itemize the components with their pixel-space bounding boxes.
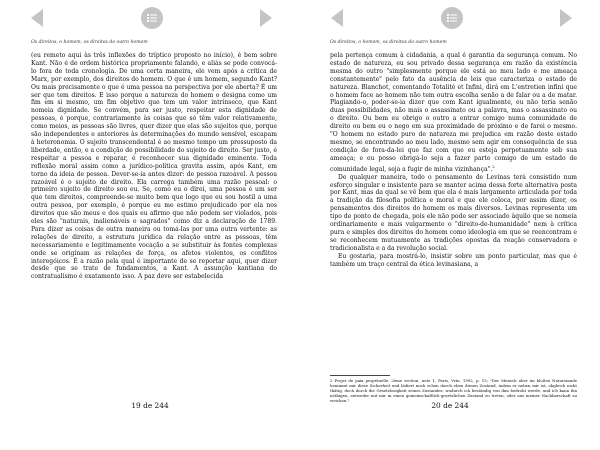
running-head: Os direitos, o homem, os direitos do outro homem xyxy=(31,40,148,45)
next-page-icon[interactable] xyxy=(260,9,272,27)
list-icon xyxy=(446,12,458,24)
page-number: 19 de 244 xyxy=(131,401,169,410)
page-body xyxy=(330,52,577,268)
page-number: 20 de 244 xyxy=(431,401,469,410)
footnote: 2 Projet de paix perpétuelle, 2ème section, note 1, Paris, Vrin, 1992, p. 15; "Der Mensch aber im bloßen Naturstande benimmt mir diese Sicherheit und lädiert mich schon durch eben diesen Zustand, indem er neben mir ist, obgleich nicht thätig, doch durch die Gesetzlosigkeit seines Zustandes, wodurch ich beständig von ihm bedroht werde, und ich kann ihn nöthigen, entweder mit mir in einen gemeinschaftlich-gesetzlichen Zustand zu treten, oder aus meiner Nachbarschaft zu weichen." xyxy=(330,378,577,403)
page-body xyxy=(31,52,277,281)
list-icon xyxy=(146,12,158,24)
left-page xyxy=(0,34,300,450)
previous-page-icon[interactable] xyxy=(31,9,43,27)
viewer-toolbar xyxy=(0,0,600,34)
body-text: (eu remeto aqui às três inflexões do tríptico proposto no início), é bem sobre Kant. Não é de ordem histórica propriamente falando, e aliás se pode convocá-lo fora de toda cronologia. De uma certa maneira, ele vem após a crítica de Marx, por exemplo, dos direitos do homem. O que é um homem, segundo Kant? Ou mais precisamente o que é uma pessoa na perspectiva por ele aberta? É um ser que tem direitos. E isso porque a natureza do homem o designa como um fim em si mesmo, um fim objetivo que tem um valor intrínseco, que Kant nomeia dignidade. Se convém, para ser justo, respeitar esta dignidade de pessoas, é porque, contrariamente às coisas que só têm valor relativamente, como meios, as pessoas são livres, quer dizer que elas são sujeitos que, porque são independentes e anteriores às determinações do mundo sensível, escapam à heteronomia. O sujeito transcendental é ao mesmo tempo um pressuposto da liberdade, então, e a condição de possibilidade do sujeito de direito. Ser justo, é respeitar a pessoa e reparar, é reconhecer sua dignidade eminente. Toda reflexão moral assim como a jurídico-política gravita assim, após Kant, em torno da ideia de pessoa. Dever-se-ia antes dizer: de pessoa razoável. A pessoa razoável é o sujeito de direito. Ela carrega também uma razão pessoal: o primeiro sujeito de direito sou eu. Se, como eu o direi, uma pessoa é um ser que tem direitos, compreende-se muito bem que logo que eu sou hostil a uma outra pessoa, por exemplo, é porque eu me estimo prejudicado por ela nos direitos que são meus e dos quais eu afirmo que não podem ser violados, pois eles são "naturais, inalienáveis e sagrados" como diz a declaração de 1789. Para dizer as coisas de outra maneira ou tomá-las por uma outra vertente: as relações de direito, a estrutura jurídica da relação entre as pessoas, têm necessariamente e legitimamente vocação a se substituir às fontes complexas onde se originam as relações de força, os afetos violentos, os conflitos interegóicos. É a razão pela qual é importante de se reportar aqui, quer dizer desde que se trate de fundamentos, a Kant. A assunção kantiana do contratualismo é exatamente isso. A paz deve ser estabelecida xyxy=(31,52,277,281)
body-paragraph: De qualquer maneira, todo o pensamento de Levinas terá consistido num esforço singular e insistente para se manter acima dessa forte alternativa posta por Kant, mas da qual se vê bem que ela é mais largamente articulada por toda a tradição da filosofia política e moral e que ele coloca, por assim dizer, os pensamentos dos direitos do homem os mais diversos. Levinas representa um tipo de ponto de chegada, pois ele não pode ser associado àquilo que se nomeia ordinariamente e mais vulgarmente o "direito-de-humanidade" nem à crítica pura e simples dos direitos do homem como ideologia em que se reencontram e se reconhecem mutuamente as tradições opostas da reação conservadora e tradicionalista e a da revolução social. xyxy=(330,173,577,252)
running-head: Os direitos, o homem, os direitos do outro homem xyxy=(330,40,447,45)
previous-page-icon[interactable] xyxy=(331,9,343,27)
footnote-marker[interactable]: 2 xyxy=(492,163,495,169)
paragraph-text: pela pertença comum à cidadania, a qual é garantia da segurança comum. No estado de natureza, eu sou privado dessa segurança em razão da existência mesma do outro "simplesmente porque ele está ao meu lado e me ameaça constantemente" pelo fato da ausência de leis que caracteriza o estado de natureza. Blanchot, comentando Totalité et Infini, dirá em L'entretien infini que o homem face ao homem não tem outra escolha senão a de falar ou a de matar. Plagiando-o, poder-se-ia dizer que com Kant igualmente, eu não teria senão duas possibilidades, não mais o assassinato ou a palavra, mas o assassinato ou o direito. Ou bem eu obrigo o outro a entrar comigo numa comunidade de direito ou bem eu o nego em sua proximidade de próximo e de farei o mesmo. "O homem no estado puro de natureza me prejudica em razão deste estado mesmo, se encontrando ao meu lado, mesmo sem agir em consequência de sua condição de fora-da-lei que faz com que eu esteja perpetuamente sob sua ameaça; e eu posso obrigá-lo seja a fazer parte comigo de um estado de comunidade legal, seja a fugir de minha vizinhança". xyxy=(330,52,577,173)
menu-icon[interactable] xyxy=(441,7,463,29)
body-paragraph: Eu gostaria, para mostrá-lo, insistir sobre um ponto particular, mas que é também um traço central da ética levinasiana, a xyxy=(330,252,577,268)
next-page-icon[interactable] xyxy=(560,9,572,27)
body-paragraph xyxy=(330,52,577,174)
right-page xyxy=(300,34,600,450)
footnote-divider xyxy=(330,375,390,376)
menu-icon[interactable] xyxy=(141,7,163,29)
